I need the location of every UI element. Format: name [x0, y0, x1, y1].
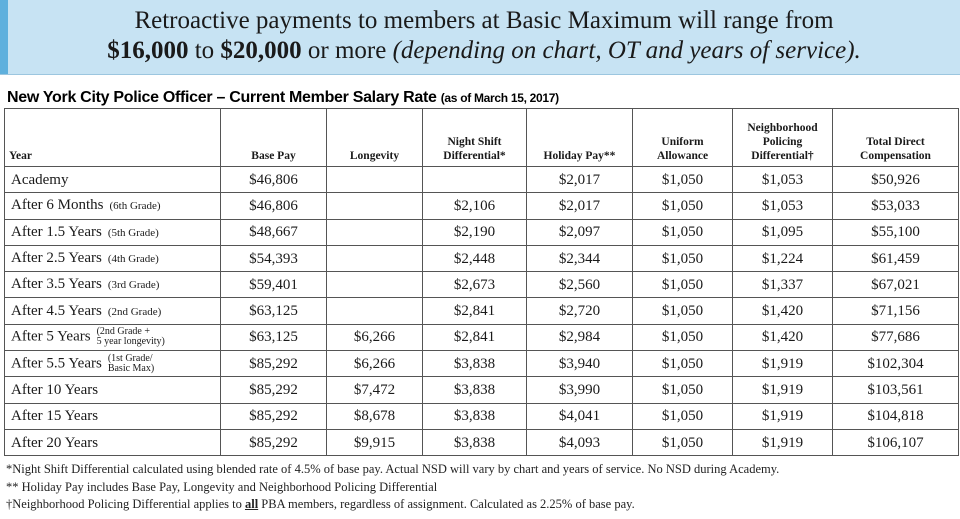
header-uniform-line2: Allowance [656, 150, 709, 162]
year-label: After 10 Years [11, 382, 99, 399]
cell-npd: $1,919 [733, 351, 833, 377]
cell-longevity: $9,915 [327, 429, 423, 455]
table-row [5, 429, 959, 455]
grade-label: (6th Grade) [109, 200, 161, 213]
cell-total: $50,926 [833, 167, 959, 193]
table-row [5, 403, 959, 429]
table-row [5, 324, 959, 350]
year-label: Academy [11, 171, 69, 188]
table-row [5, 351, 959, 377]
cell-year [5, 219, 221, 245]
cell-npd: $1,919 [733, 377, 833, 403]
banner-condition: (depending on chart, OT and years of service). [392, 37, 861, 64]
grade-label-line1: (1st Grade/ [107, 352, 153, 364]
cell-year [5, 324, 221, 350]
footnote-npd-pre: †Neighborhood Policing Differential applies to [6, 497, 245, 511]
table-row [5, 298, 959, 324]
header-npd [733, 109, 833, 167]
cell-longevity [327, 298, 423, 324]
cell-npd: $1,053 [733, 167, 833, 193]
table-row [5, 167, 959, 193]
salary-table [4, 108, 959, 456]
header-npd-line2: Policing [762, 136, 803, 148]
cell-year [5, 351, 221, 377]
cell-year [5, 377, 221, 403]
cell-holiday-pay: $2,560 [527, 272, 633, 298]
cell-holiday-pay: $4,041 [527, 403, 633, 429]
grade-label: (3rd Grade) [107, 279, 160, 292]
banner-to: to [188, 37, 221, 64]
cell-base-pay: $46,806 [221, 193, 327, 219]
year-label: After 4.5 Years [11, 302, 102, 319]
cell-night-shift: $3,838 [423, 377, 527, 403]
table-header-row [5, 109, 959, 167]
cell-total: $104,818 [833, 403, 959, 429]
footnote-holiday: ** Holiday Pay includes Base Pay, Longevity and Neighborhood Policing Differential [6, 479, 438, 494]
banner-accent-bar [0, 0, 8, 74]
header-total-line2: Compensation [860, 150, 931, 162]
cell-npd: $1,919 [733, 403, 833, 429]
header-total-line1: Total Direct [866, 136, 925, 148]
banner-amount-high: $20,000 [220, 37, 302, 64]
cell-base-pay: $48,667 [221, 219, 327, 245]
footnotes [6, 461, 779, 514]
cell-year [5, 245, 221, 271]
banner-amount-low: $16,000 [107, 37, 189, 64]
cell-night-shift: $2,673 [423, 272, 527, 298]
cell-uniform: $1,050 [633, 377, 733, 403]
cell-year [5, 167, 221, 193]
grade-label: (2nd Grade) [107, 305, 162, 318]
table-body [5, 167, 959, 456]
cell-uniform: $1,050 [633, 429, 733, 455]
grade-label-line2: 5 year longevity) [96, 336, 165, 348]
announcement-banner [0, 0, 960, 75]
cell-base-pay: $59,401 [221, 272, 327, 298]
header-night-shift-line2: Differential* [443, 150, 506, 162]
cell-night-shift: $3,838 [423, 351, 527, 377]
cell-total: $67,021 [833, 272, 959, 298]
cell-base-pay: $54,393 [221, 245, 327, 271]
cell-base-pay: $85,292 [221, 351, 327, 377]
cell-year [5, 193, 221, 219]
cell-base-pay: $85,292 [221, 429, 327, 455]
cell-night-shift: $2,448 [423, 245, 527, 271]
year-label: After 5 Years [11, 328, 91, 345]
cell-year [5, 403, 221, 429]
footnote-npd [6, 496, 779, 514]
cell-npd: $1,053 [733, 193, 833, 219]
cell-base-pay: $63,125 [221, 324, 327, 350]
cell-year [5, 298, 221, 324]
cell-uniform: $1,050 [633, 193, 733, 219]
grade-label: (5th Grade) [107, 226, 159, 239]
grade-label [108, 354, 154, 374]
year-label: After 2.5 Years [11, 250, 102, 267]
table-row [5, 377, 959, 403]
year-label: After 20 Years [11, 434, 99, 451]
cell-night-shift [423, 167, 527, 193]
footnote-npd-post: PBA members, regardless of assignment. Calculated as 2.25% of base pay. [258, 497, 635, 511]
cell-longevity: $6,266 [327, 324, 423, 350]
cell-uniform: $1,050 [633, 219, 733, 245]
cell-base-pay: $85,292 [221, 403, 327, 429]
header-year: Year [5, 109, 221, 167]
table-row [5, 272, 959, 298]
year-label: After 1.5 Years [11, 223, 102, 240]
table-row [5, 219, 959, 245]
cell-uniform: $1,050 [633, 324, 733, 350]
grade-label-line2: Basic Max) [107, 362, 155, 374]
table-row [5, 193, 959, 219]
cell-total: $71,156 [833, 298, 959, 324]
header-uniform-line1: Uniform [661, 136, 704, 148]
cell-uniform: $1,050 [633, 167, 733, 193]
title-as-of: (as of March 15, 2017) [440, 91, 559, 105]
cell-total: $61,459 [833, 245, 959, 271]
grade-label: (4th Grade) [107, 253, 159, 266]
banner-line-1: Retroactive payments to members at Basic Maximum will range from [134, 7, 834, 34]
cell-npd: $1,919 [733, 429, 833, 455]
cell-holiday-pay: $2,344 [527, 245, 633, 271]
header-longevity: Longevity [327, 109, 423, 167]
year-label: After 3.5 Years [11, 276, 102, 293]
cell-night-shift: $2,106 [423, 193, 527, 219]
cell-night-shift: $3,838 [423, 403, 527, 429]
page-title [7, 89, 559, 107]
cell-total: $106,107 [833, 429, 959, 455]
banner-line-2 [8, 36, 960, 66]
cell-holiday-pay: $4,093 [527, 429, 633, 455]
cell-npd: $1,420 [733, 298, 833, 324]
cell-longevity: $8,678 [327, 403, 423, 429]
cell-total: $55,100 [833, 219, 959, 245]
table-row [5, 245, 959, 271]
cell-night-shift: $2,841 [423, 298, 527, 324]
cell-total: $77,686 [833, 324, 959, 350]
cell-uniform: $1,050 [633, 272, 733, 298]
cell-npd: $1,224 [733, 245, 833, 271]
title-main: New York City Police Officer – Current Member Salary Rate [7, 89, 441, 106]
header-base-pay: Base Pay [221, 109, 327, 167]
cell-holiday-pay: $3,940 [527, 351, 633, 377]
cell-longevity [327, 167, 423, 193]
footnote-nsd: *Night Shift Differential calculated using blended rate of 4.5% of base pay. Actual NSD will vary by chart and years of service. No NSD during Academy. [6, 462, 780, 476]
header-total [833, 109, 959, 167]
cell-longevity [327, 245, 423, 271]
cell-npd: $1,095 [733, 219, 833, 245]
header-npd-line3: Differential† [751, 150, 814, 162]
year-label: After 6 Months [11, 197, 104, 214]
cell-uniform: $1,050 [633, 298, 733, 324]
cell-year [5, 429, 221, 455]
cell-uniform: $1,050 [633, 403, 733, 429]
banner-text [8, 6, 960, 66]
footnote-npd-all: all [244, 497, 259, 511]
cell-base-pay: $46,806 [221, 167, 327, 193]
cell-longevity [327, 193, 423, 219]
header-uniform [633, 109, 733, 167]
header-holiday-pay: Holiday Pay** [527, 109, 633, 167]
cell-holiday-pay: $2,720 [527, 298, 633, 324]
cell-total: $102,304 [833, 351, 959, 377]
grade-label-line1: (2nd Grade + [96, 326, 150, 338]
cell-night-shift: $3,838 [423, 429, 527, 455]
cell-holiday-pay: $2,097 [527, 219, 633, 245]
cell-uniform: $1,050 [633, 351, 733, 377]
cell-base-pay: $85,292 [221, 377, 327, 403]
cell-night-shift: $2,190 [423, 219, 527, 245]
cell-longevity: $7,472 [327, 377, 423, 403]
cell-npd: $1,337 [733, 272, 833, 298]
cell-holiday-pay: $2,984 [527, 324, 633, 350]
header-npd-line1: Neighborhood [747, 122, 818, 134]
year-label: After 15 Years [11, 408, 99, 425]
year-label: After 5.5 Years [11, 355, 102, 372]
cell-longevity [327, 272, 423, 298]
cell-year [5, 272, 221, 298]
cell-longevity: $6,266 [327, 351, 423, 377]
cell-longevity [327, 219, 423, 245]
cell-holiday-pay: $3,990 [527, 377, 633, 403]
cell-npd: $1,420 [733, 324, 833, 350]
banner-or-more: or more [301, 37, 393, 64]
cell-night-shift: $2,841 [423, 324, 527, 350]
cell-total: $103,561 [833, 377, 959, 403]
cell-base-pay: $63,125 [221, 298, 327, 324]
cell-total: $53,033 [833, 193, 959, 219]
header-night-shift-line1: Night Shift [447, 136, 502, 148]
grade-label [97, 327, 165, 347]
header-night-shift [423, 109, 527, 167]
cell-holiday-pay: $2,017 [527, 167, 633, 193]
cell-holiday-pay: $2,017 [527, 193, 633, 219]
cell-uniform: $1,050 [633, 245, 733, 271]
